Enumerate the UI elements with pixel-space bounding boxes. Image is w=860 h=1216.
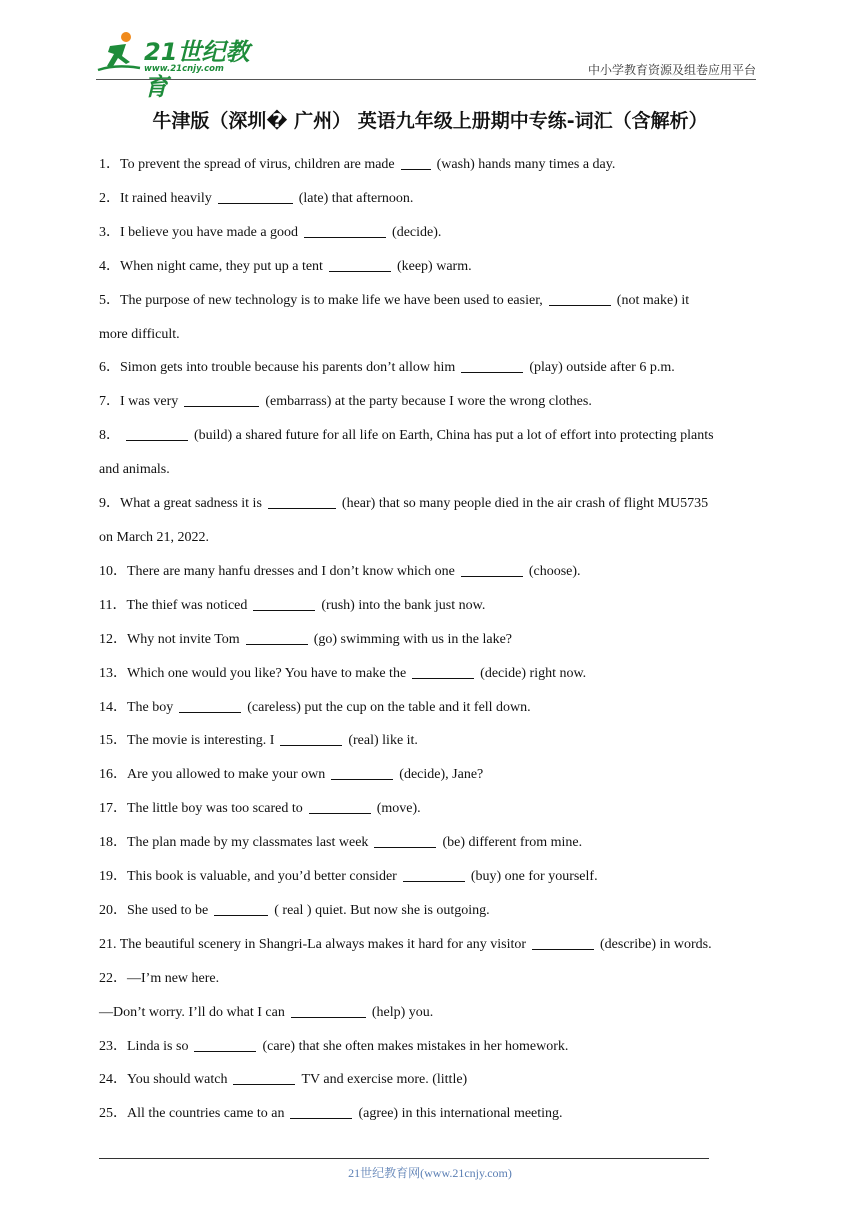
- question-text: 5．The purpose of new technology is to make life we have been used to easier,: [99, 292, 543, 308]
- question-hint: (hear) that so many people died in the air crash of flight MU5735: [341, 496, 709, 512]
- question-hint: (rush) into the bank just now.: [321, 597, 486, 613]
- question-line: [99, 216, 764, 250]
- answer-blank: [214, 901, 268, 916]
- answer-blank: [253, 596, 315, 611]
- question-text: 18．The plan made by my classmates last week: [99, 835, 369, 851]
- answer-blank: [309, 799, 371, 814]
- answer-blank: [403, 867, 465, 882]
- answer-blank: [532, 935, 594, 950]
- question-list: [99, 148, 764, 1131]
- question-text: 1．To prevent the spread of virus, children are made: [99, 157, 395, 172]
- question-hint: (be) different from mine.: [442, 835, 583, 851]
- question-line: [99, 691, 764, 725]
- question-line: [99, 894, 764, 928]
- question-text: 17．The little boy was too scared to: [99, 801, 303, 817]
- question-hint: (agree) in this international meeting.: [358, 1106, 563, 1122]
- question-text: 23．Linda is so: [99, 1038, 189, 1054]
- page-title: 牛津版（深圳� 广州） 英语九年级上册期中专练-词汇（含解析）: [152, 110, 708, 132]
- question-hint: (not make) it: [616, 292, 690, 308]
- question-hint: (decide), Jane?: [399, 767, 484, 783]
- question-text: 21. The beautiful scenery in Shangri-La always makes it hard for any visitor: [99, 936, 527, 952]
- question-text: 20．She used to be: [99, 902, 209, 918]
- question-hint: (embarrass) at the party because I wore the wrong clothes.: [265, 394, 592, 410]
- answer-blank: [233, 1070, 295, 1085]
- question-line: [99, 792, 764, 826]
- answer-blank: [268, 494, 336, 509]
- question-line: [99, 724, 764, 758]
- question-line: [99, 860, 764, 894]
- question-hint: (wash) hands many times a day.: [436, 157, 616, 172]
- question-text: 7．I was very: [99, 394, 179, 410]
- question-line: [99, 487, 764, 521]
- header-divider: [96, 79, 756, 80]
- footer-divider: [99, 1158, 709, 1159]
- question-text: 14．The boy: [99, 699, 174, 715]
- answer-blank: [549, 291, 611, 306]
- question-line: [99, 1097, 764, 1131]
- question-line: [99, 148, 764, 182]
- question-hint: (keep) warm.: [396, 258, 472, 274]
- question-line: [99, 758, 764, 792]
- question-text: and animals.: [99, 462, 170, 478]
- question-line: [99, 555, 764, 589]
- question-text: 22．—I’m new here.: [99, 970, 220, 986]
- runner-logo-icon: [96, 30, 142, 76]
- question-text: 3．I believe you have made a good: [99, 224, 299, 240]
- question-line: [99, 826, 764, 860]
- footer-text: 21世纪教育网(www.21cnjy.com): [348, 1166, 512, 1180]
- question-line: [99, 318, 764, 352]
- question-line: [99, 928, 764, 962]
- question-text: 13．Which one would you like? You have to make the: [99, 665, 407, 681]
- question-text: 24．You should watch: [99, 1072, 228, 1088]
- question-line: [99, 657, 764, 691]
- question-text: 19．This book is valuable, and you’d better consider: [99, 869, 397, 885]
- question-line: [99, 385, 764, 419]
- answer-blank: [374, 833, 436, 848]
- question-hint: (late) that afternoon.: [298, 190, 414, 206]
- question-hint: (real) like it.: [348, 733, 418, 749]
- question-line: [99, 521, 764, 555]
- answer-blank: [184, 392, 259, 407]
- question-text: 8．: [99, 428, 120, 444]
- question-text: —Don’t worry. I’ll do what I can: [99, 1004, 285, 1020]
- answer-blank: [194, 1037, 256, 1052]
- answer-blank: [461, 358, 523, 373]
- question-text: 9．What a great sadness it is: [99, 496, 262, 512]
- answer-blank: [246, 630, 308, 645]
- question-line: [99, 182, 764, 216]
- question-text: 12．Why not invite Tom: [99, 631, 240, 647]
- answer-blank: [280, 731, 342, 746]
- page-header: [0, 0, 860, 101]
- question-text: 4．When night came, they put up a tent: [99, 258, 323, 274]
- question-hint: (play) outside after 6 p.m.: [529, 360, 675, 376]
- question-hint: ( real ) quiet. But now she is outgoing.: [274, 902, 490, 918]
- answer-blank: [412, 664, 474, 679]
- platform-label: 中小学教育资源及组卷应用平台: [587, 63, 756, 77]
- question-line: [99, 284, 764, 318]
- question-line: [99, 623, 764, 657]
- question-line: [99, 250, 764, 284]
- question-line: [99, 1030, 764, 1064]
- question-hint: (careless) put the cup on the table and it fell down.: [247, 699, 531, 715]
- logo-url: www.21cnjy.com: [144, 64, 224, 74]
- question-line: [99, 453, 764, 487]
- question-text: on March 21, 2022.: [99, 529, 210, 545]
- question-hint: (choose).: [528, 563, 581, 579]
- question-hint: (go) swimming with us in the lake?: [313, 631, 513, 647]
- question-text: 10．There are many hanfu dresses and I don’t know which one: [99, 563, 455, 579]
- answer-blank: [329, 257, 391, 272]
- question-hint: (care) that she often makes mistakes in her homework.: [262, 1038, 569, 1054]
- question-line: [99, 351, 764, 385]
- answer-blank: [291, 1003, 366, 1018]
- question-hint: (decide) right now.: [480, 665, 587, 681]
- question-line: [99, 996, 764, 1030]
- question-line: [99, 589, 764, 623]
- answer-blank: [331, 765, 393, 780]
- question-line: [99, 419, 764, 453]
- answer-blank: [304, 223, 386, 238]
- question-text: 6．Simon gets into trouble because his parents don’t allow him: [99, 360, 456, 376]
- question-text: 15．The movie is interesting. I: [99, 733, 275, 749]
- logo: [96, 30, 266, 101]
- question-text: 11．The thief was noticed: [99, 597, 248, 613]
- question-line: [99, 1063, 764, 1097]
- answer-blank: [401, 155, 431, 170]
- question-text: 25．All the countries came to an: [99, 1106, 285, 1122]
- question-text: 16．Are you allowed to make your own: [99, 767, 326, 783]
- answer-blank: [290, 1104, 352, 1119]
- question-text: 2．It rained heavily: [99, 190, 212, 206]
- question-hint: (move).: [376, 801, 421, 817]
- question-line: [99, 962, 764, 996]
- question-hint: TV and exercise more. (little): [301, 1072, 468, 1088]
- question-hint: (build) a shared future for all life on Earth, China has put a lot of effort into protecting plants: [194, 428, 714, 444]
- answer-blank: [126, 426, 188, 441]
- logo-text: 21世纪教育: [144, 38, 250, 101]
- answer-blank: [461, 562, 523, 577]
- question-text: more difficult.: [99, 326, 180, 342]
- question-hint: (help) you.: [371, 1004, 434, 1020]
- question-hint: (describe) in words.: [600, 936, 712, 952]
- answer-blank: [218, 189, 293, 204]
- answer-blank: [179, 698, 241, 713]
- question-hint: (buy) one for yourself.: [470, 869, 598, 885]
- question-hint: (decide).: [392, 224, 442, 240]
